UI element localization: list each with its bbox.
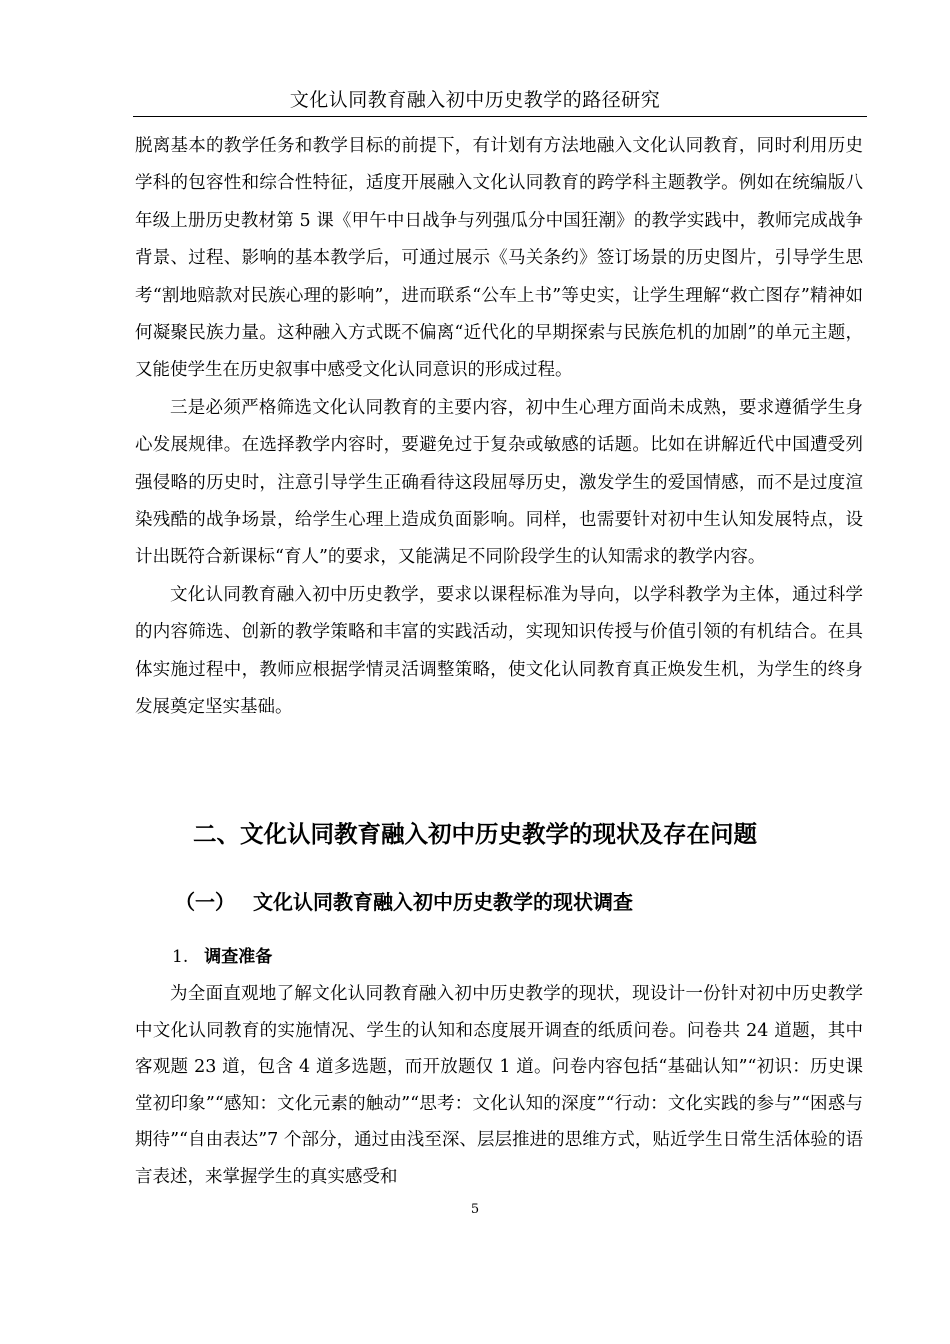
body-text-upper	[135, 128, 863, 727]
sub-subsection-text: 调查准备	[204, 947, 273, 967]
subsection-heading-label: （一）	[175, 890, 235, 914]
body-text-lower	[135, 976, 863, 1195]
sub-subsection-number: 1.	[172, 947, 189, 967]
paragraph-summary: 文化认同教育融入初中历史教学，要求以课程标准为导向，以学科教学为主体，通过科学的内容筛选、创新的教学策略和丰富的实践活动，实现知识传授与价值引领的有机结合。在具体实施过程中，教师应根据学情灵活调整策略，使文化认同教育真正焕发生机，为学生的终身发展奠定坚实基础。	[135, 584, 863, 718]
paragraph-survey: 为全面直观地了解文化认同教育融入初中历史教学的现状，现设计一份针对初中历史教学中文化认同教育的实施情况、学生的认知和态度展开调查的纸质问卷。问卷共 24 道题，其中客观题 23 道，包含 4 道多选题，而开放题仅 1 道。问卷内容包括“基础认知”“初识：历史课堂初印象”“感知：文化元素的触动”“思考：文化认知的深度”“行动：文化实践的参与”“困惑与期待”“自由表达”7 个部分，通过由浅至深、层层推进的思维方式，贴近学生日常生活体验的语言表述，来掌握学生的真实感受和	[135, 984, 863, 1187]
running-header-title: 文化认同教育融入初中历史教学的路径研究	[289, 89, 661, 111]
page-number: 5	[470, 1202, 480, 1217]
subsection-heading-text: 文化认同教育融入初中历史教学的现状调查	[253, 890, 633, 914]
sub-subsection-heading	[172, 942, 272, 972]
paragraph-point-three: 三是必须严格筛选文化认同教育的主要内容，初中生心理方面尚未成熟，要求遵循学生身心发展规律。在选择教学内容时，要避免过于复杂或敏感的话题。比如在讲解近代中国遭受列强侵略的历史时，注意引导学生正确看待这段屈辱历史，激发学生的爱国情感，而不是过度渲染残酷的战争场景，给学生心理上造成负面影响。同样，也需要针对初中生认知发展特点，设计出既符合新课标“育人”的要求，又能满足不同阶段学生的认知需求的教学内容。	[135, 397, 863, 568]
subsection-heading	[175, 885, 633, 919]
header-divider	[133, 116, 867, 117]
paragraph-continuation: 脱离基本的教学任务和教学目标的前提下，有计划有方法地融入文化认同教育，同时利用历史学科的包容性和综合性特征，适度开展融入文化认同教育的跨学科主题教学。例如在统编版八年级上册历史教材第 5 课《甲午中日战争与列强瓜分中国狂潮》的教学实践中，教师完成战争背景、过程、影响的基本教学后，可通过展示《马关条约》签订场景的历史图片，引导学生思考“割地赔款对民族心理的影响”，进而联系“公车上书”等史实，让学生理解“救亡图存”精神如何凝聚民族力量。这种融入方式既不偏离“近代化的早期探索与民族危机的加剧”的单元主题，又能使学生在历史叙事中感受文化认同意识的形成过程。	[135, 136, 863, 381]
section-heading: 二、文化认同教育融入初中历史教学的现状及存在问题	[193, 820, 757, 848]
